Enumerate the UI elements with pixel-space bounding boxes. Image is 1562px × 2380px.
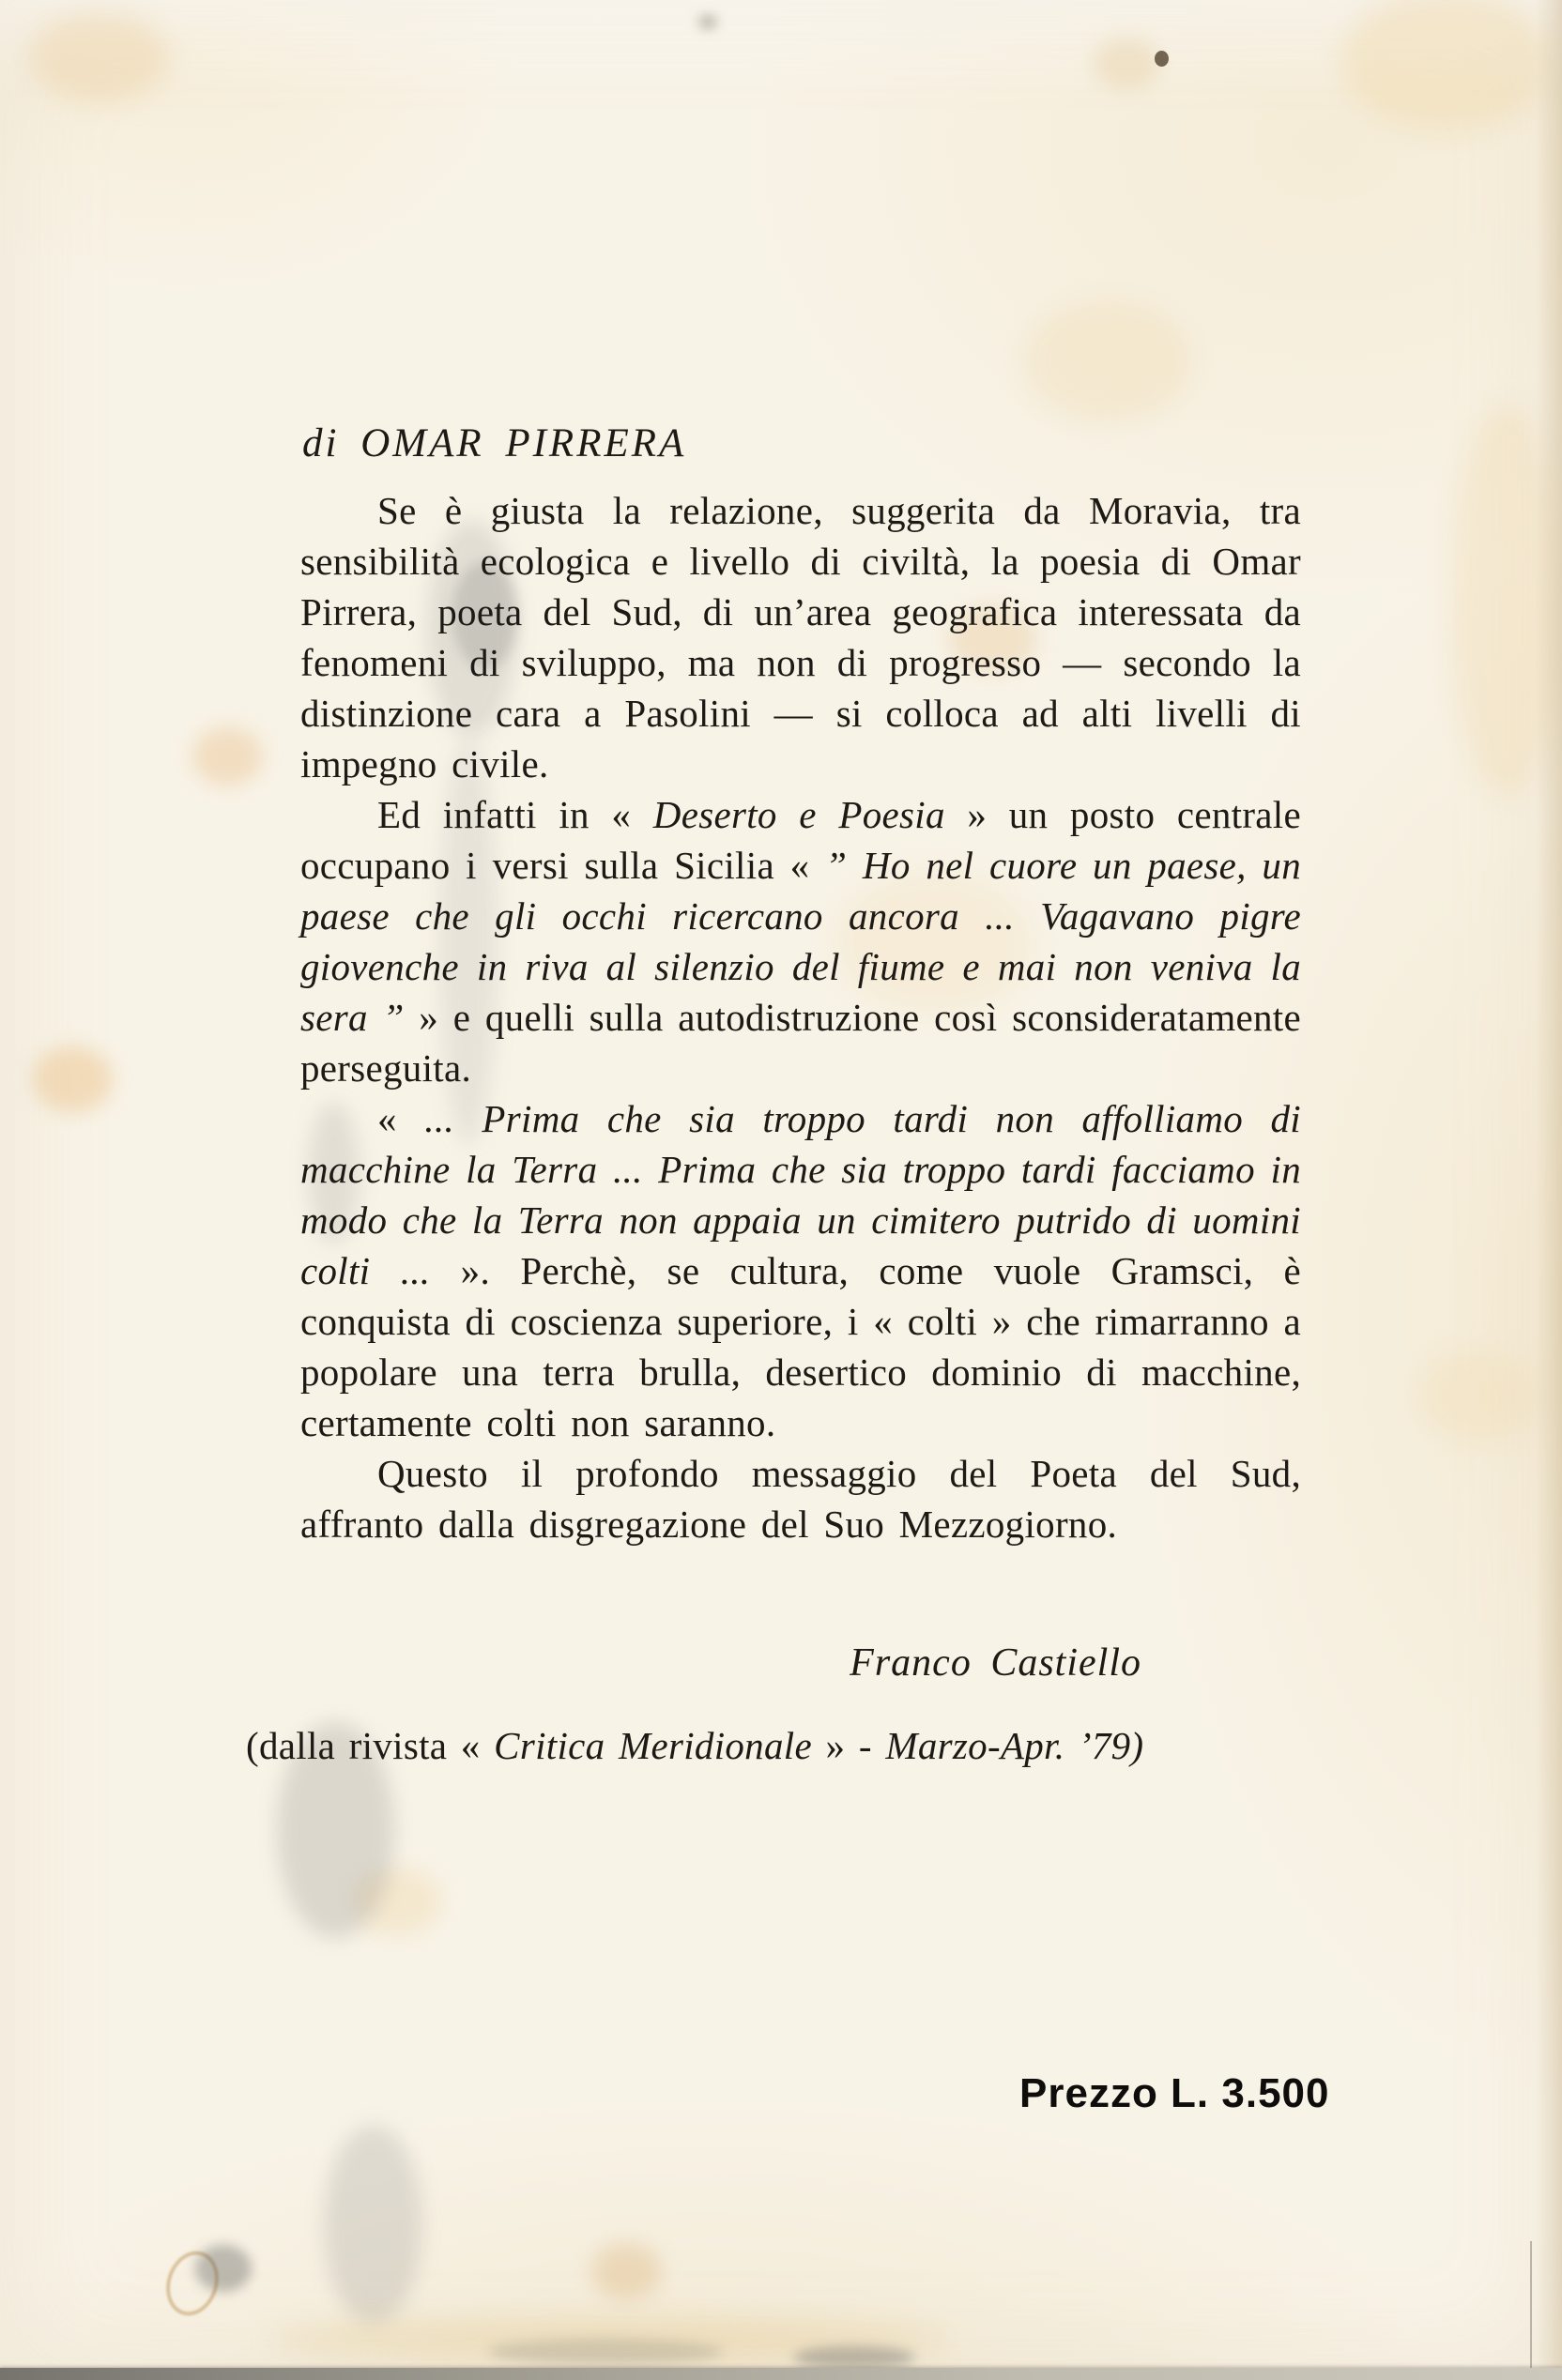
paragraph-text: « <box>377 1097 425 1140</box>
magazine-title: Critica Meridionale <box>494 1724 812 1767</box>
review-text <box>300 485 1301 1549</box>
page-crease <box>1530 2241 1532 2369</box>
paragraph-text: » un posto centrale occupano i versi sulla Sicilia « <box>300 793 1301 887</box>
source-line <box>246 1723 1143 1768</box>
verse-quote: ” Ho nel cuore un paese, un paese che gli occhi ricercano ancora ... Vagavano pigre giovenche in riva al silenzio del fiume e mai non veniva la sera ” <box>300 844 1301 1039</box>
stain <box>352 1868 441 1935</box>
stain <box>272 2318 948 2360</box>
byline: di OMAR PIRRERA <box>302 421 687 465</box>
stain <box>698 15 717 29</box>
stain <box>33 1046 113 1112</box>
smudge <box>488 2339 723 2365</box>
paragraph-text: » e quelli sulla autodistruzione così sconsideratamente perseguita. <box>300 996 1301 1090</box>
signature: Franco Castiello <box>850 1641 1141 1685</box>
paragraph-4 <box>300 1448 1301 1549</box>
stain <box>192 727 263 786</box>
ring-stain <box>159 2244 227 2322</box>
paragraph-text: ». Perchè, se cultura, come vuole Gramsci, è conquista di coscienza superiore, i « colti » che rimarranno a popolare una terra brulla, desertico dominio di macchine, certamente colti non saranno. <box>300 1249 1302 1444</box>
stain <box>1417 1351 1539 1441</box>
stain <box>1450 404 1562 798</box>
paragraph-text: Questo il profondo messaggio del Poeta del Sud, affranto dalla disgregazione del Suo Mezzogiorno. <box>300 1452 1301 1546</box>
stain <box>1094 38 1159 89</box>
source-text: (dalla rivista « <box>246 1724 495 1767</box>
smudge <box>793 2346 915 2369</box>
page-bottom-edge <box>0 2368 1562 2380</box>
paragraph-3 <box>300 1093 1301 1448</box>
book-title: Deserto e Poesia <box>652 793 945 836</box>
paragraph-2 <box>300 789 1301 1093</box>
stain <box>1342 0 1549 131</box>
stain <box>28 13 169 102</box>
verse-quote: ... Prima che sia troppo tardi non affolliamo di macchine la Terra ... Prima che sia troppo tardi facciamo in modo che la Terra non appaia un cimitero putrido di uomini colti ... <box>300 1097 1302 1292</box>
smudge <box>195 2245 252 2292</box>
paragraph-text: Ed infatti in « <box>377 793 653 836</box>
source-date: Marzo-Apr. ’79) <box>885 1724 1144 1767</box>
page-right-edge <box>1536 0 1562 2380</box>
price-label: Prezzo L. 3.500 <box>1019 2070 1330 2116</box>
stain <box>1023 300 1192 422</box>
source-text: » - <box>811 1724 886 1767</box>
paragraph-text: Se è giusta la relazione, suggerita da Moravia, tra sensibilità ecologica e livello di civiltà, la poesia di Omar Pirrera, poeta del Sud, di un’area geografica interessata da fenomeni di sviluppo, ma non di progresso — secondo la distinzione cara a Pasolini — si colloca ad alti livelli di impegno civile. <box>300 489 1301 786</box>
ink-dot <box>1155 51 1169 67</box>
stain <box>591 2243 662 2299</box>
smudge <box>324 2126 422 2323</box>
paragraph-1 <box>300 485 1301 789</box>
